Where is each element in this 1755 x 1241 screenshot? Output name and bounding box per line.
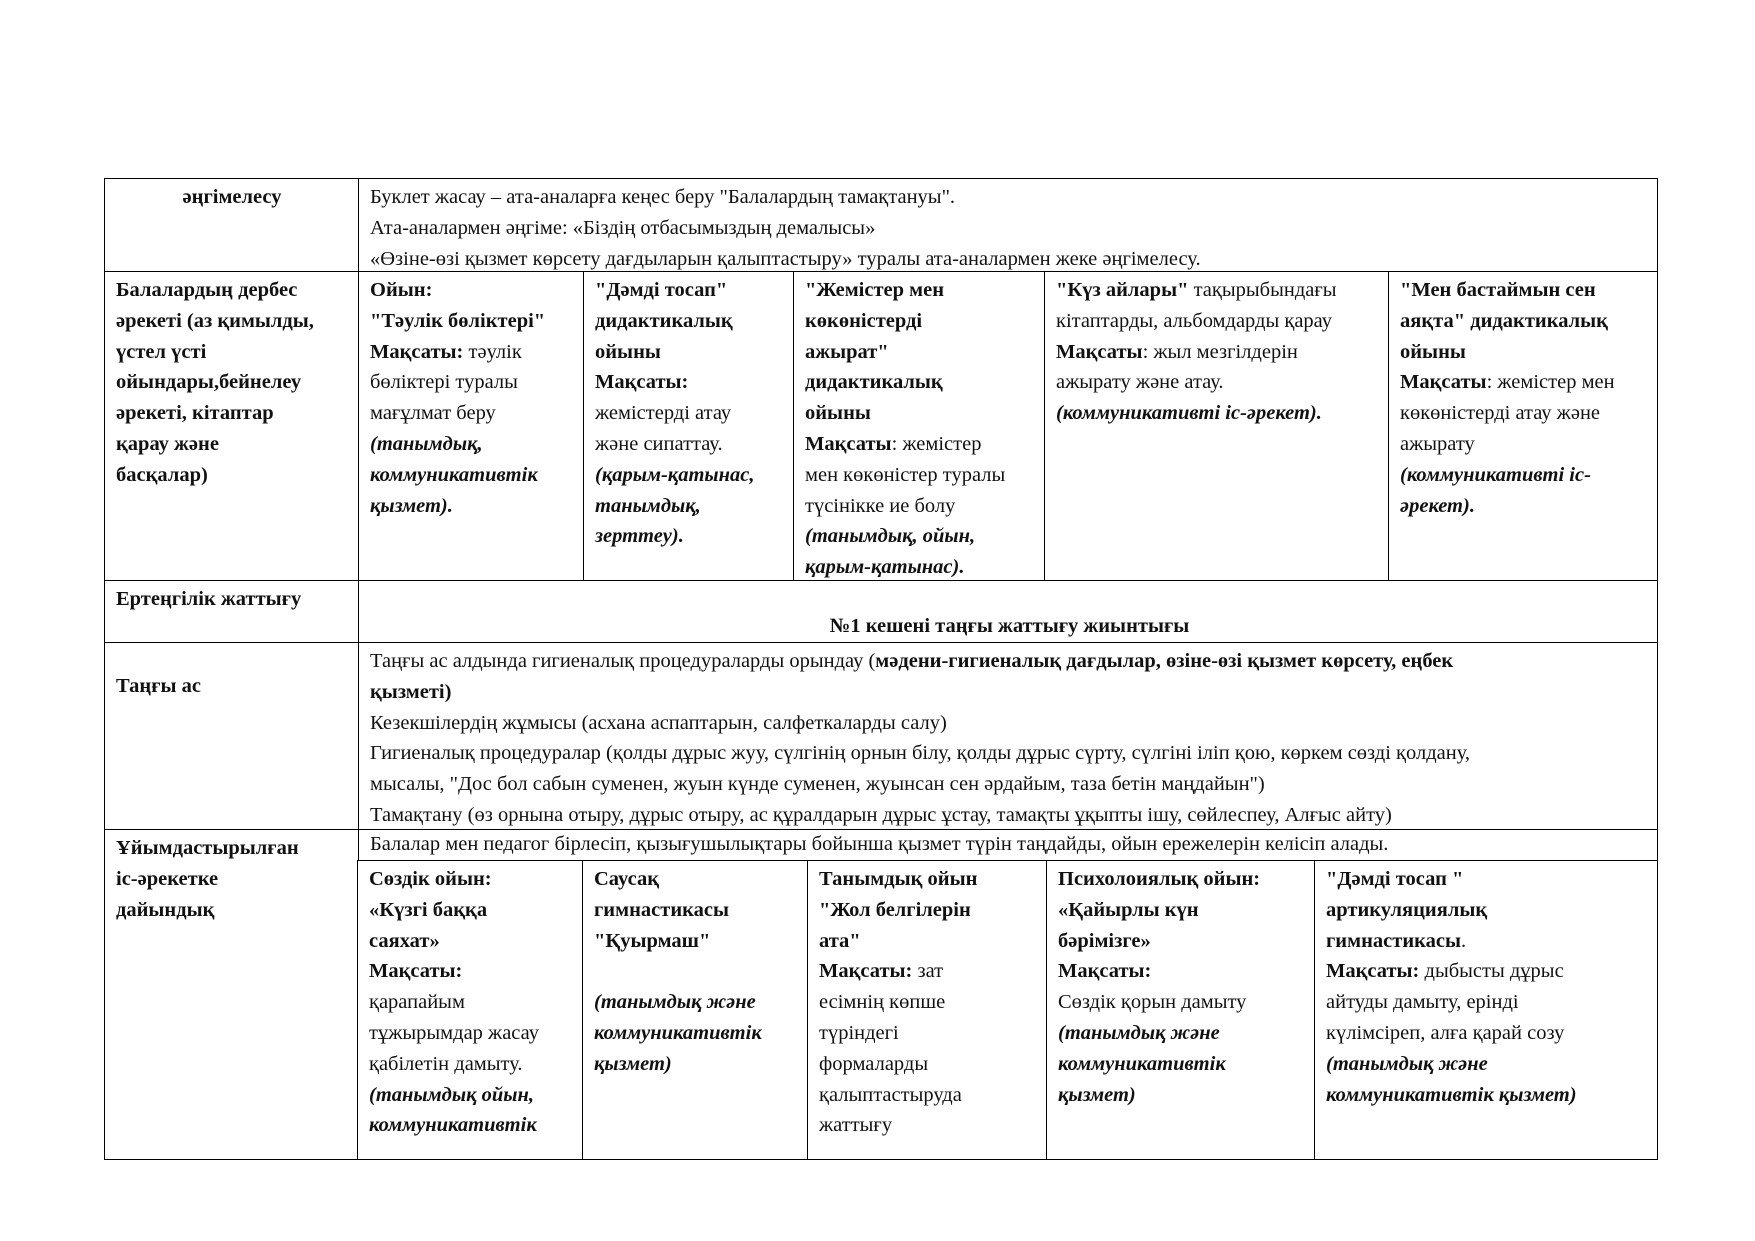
exercise-title: №1 кешені таңғы жаттығу жиынтығы [829,615,1190,637]
activity-cell [1314,860,1658,1159]
activity-type: коммуникативтік [369,1114,537,1137]
row-label-line: дайындық [116,898,215,921]
activity-type: (танымдық, ойын, [805,525,976,548]
activity-title: гимнастикасы [1326,929,1461,952]
activity-cell [582,860,807,1159]
row-label-line: ойындары,бейнелеу [116,371,302,394]
activity-title: Саусақ [594,868,660,890]
goal-text: Сөздік қорын дамыту [1058,991,1247,1014]
goal-text: қалыптастыруда [819,1083,962,1106]
activity-type: (танымдық және [1058,1021,1220,1044]
activity-cell [1044,271,1388,580]
activity-title: "Тәулік бөліктері" [370,309,546,332]
activity-cell [358,271,583,580]
activity-title: "Қуырмаш" [594,929,711,952]
activity-title: саяхат» [369,929,440,952]
goal-text: жаттығу [819,1114,893,1137]
table-border-bottom [104,1159,1658,1160]
goal-text: жемістерді атау [595,402,732,425]
row-label-text: Таңғы ас [116,675,202,697]
activity-type: (коммуникативті іс- [1400,463,1591,486]
activity-title: артикуляциялық [1326,898,1488,921]
goal-label: Мақсаты [1056,340,1143,363]
table-row-parents [104,178,1658,271]
activity-type: (танымдық және [594,991,756,1014]
row-label-line: қарау және [116,432,219,455]
activity-title: Ойын: [370,279,433,301]
goal-text: : жыл мезгілдерін [1142,340,1298,363]
activity-type: (танымдық, [370,432,483,455]
activity-type: танымдық, [595,494,701,517]
activity-type: (танымдық және [1326,1052,1488,1075]
activity-cell [1388,271,1659,580]
goal-text: бөліктері туралы [370,371,518,394]
table-row-independent [104,271,1658,580]
activity-title: тақырыбындағы [1188,279,1337,301]
activity-type: (коммуникативті іс-әрекет). [1056,402,1322,425]
parents-content [358,178,1659,271]
activity-cell [793,271,1044,580]
activity-type: қызмет) [1058,1083,1136,1106]
goal-text: және сипаттау. [595,432,723,455]
organized-intro [358,829,1659,860]
goal-text: ажырату және атау. [1056,371,1224,394]
goal-text: тәулік [463,340,522,363]
text-line: Буклет жасау – ата-аналарға кеңес беру "Балалардың тамақтануы". [370,186,956,208]
activity-title: "Мен бастаймын сен [1400,279,1596,301]
row-label-text: әңгімелесу [182,186,282,208]
goal-label: Мақсаты: [595,371,689,394]
table-row-breakfast [104,642,1658,829]
text-line: Балалар мен педагог бірлесіп, қызығушылықтары бойынша қызмет түрін таңдайды, ойын ережелерін келісіп алады. [370,833,1389,855]
row-label-text: Ертеңгілік жаттығу [116,588,302,610]
activity-type: зерттеу). [595,525,684,548]
activity-title: гимнастикасы [594,898,729,921]
activity-title: Психолоиялық ойын: [1058,868,1261,890]
activity-title: "Жол белгілерін [819,898,971,921]
activity-title: ата" [819,929,861,952]
text-line: Тамақтану (өз орнына отыру, дұрыс отыру, ас құралдарын дұрыс ұстау, тамақты ұқыпты ішу, сөйлеспеу, Алғыс айту) [370,803,1392,826]
activity-title: кітаптарды, альбомдарды қарау [1056,309,1332,332]
activity-title: "Дәмді тосап " [1326,868,1464,890]
row-label [105,829,358,1159]
goal-text: формаларды [819,1052,929,1075]
row-label-line: басқалар) [116,463,208,486]
text-line: мысалы, "Дос бол сабын суменен, жуын күнде суменен, жуынсан сен әрдайым, таза бетін маңдайын") [370,773,1265,796]
goal-text: қарапайым [369,991,465,1014]
goal-text: : жемістер мен [1486,371,1615,394]
goal-label: Мақсаты [805,432,892,455]
activity-type: коммуникативтік [594,1021,762,1044]
breakfast-content [358,642,1659,829]
activity-title: ойыны [805,402,871,425]
goal-label: Мақсаты: [370,340,464,363]
text-line-bold: мәдени-гигиеналық дағдылар, өзіне-өзі қызмет көрсету, еңбек [875,650,1454,672]
activity-type: әрекет). [1400,494,1475,517]
table-row-exercise [104,580,1658,642]
goal-text: есімнің көпше [819,991,946,1014]
goal-text: ажырату [1400,432,1475,455]
row-label [105,642,358,829]
activity-title: аяқта" дидактикалық [1400,309,1608,332]
row-label [105,580,358,642]
exercise-content [358,580,1659,642]
activity-title: ажырат" [805,340,889,363]
activity-type: (қарым-қатынас, [595,463,755,486]
goal-text: зат [912,960,944,983]
row-label-line: әрекеті (аз қимылды, [116,309,314,332]
activity-cell [583,271,793,580]
goal-text: күлімсіреп, алға қарай созу [1326,1021,1565,1044]
activity-title: ойыны [1400,340,1466,363]
goal-text: мен көкөністер туралы [805,463,1006,486]
activity-title: "Дәмді тосап" [595,279,728,301]
activity-title: «Күзгі баққа [369,898,488,921]
activity-cell [357,860,582,1159]
row-label [105,178,358,271]
activity-type: коммуникативтік қызмет) [1326,1083,1577,1106]
activity-type: қарым-қатынас). [805,556,965,579]
activity-type: коммуникативтік [370,463,538,486]
activity-title: . [1460,929,1467,952]
goal-text: : жемістер [891,432,982,455]
row-label-line: Ұйымдастырылған [116,837,299,859]
activity-title: "Күз айлары" [1056,279,1189,301]
goal-text: тұжырымдар жасау [369,1021,539,1044]
activity-title: бәрімізге» [1058,929,1151,952]
goal-text: түсінікке ие болу [805,494,956,517]
goal-text: көкөністерді атау және [1400,402,1601,425]
activity-title: «Қайырлы күн [1058,898,1199,921]
activity-title: дидактикалық [805,371,943,394]
text-line: Гигиеналық процедуралар (қолды дұрыс жуу, сүлгінің орнын білу, қолды дұрыс сүрту, сүлгіні іліп қою, көркем сөзді қолдану, [370,742,1471,765]
row-label [105,271,358,580]
activity-title: дидактикалық [595,309,733,332]
text-line: Таңғы ас алдында гигиеналық процедураларды орындау ( [370,650,876,672]
goal-text: түріндегі [819,1021,899,1044]
goal-text: мағұлмат беру [370,402,496,425]
activity-cell [1046,860,1314,1159]
goal-label: Мақсаты: [369,960,463,983]
text-line: Кезекшілердің жұмысы (асхана аспаптарын, салфеткаларды салу) [370,711,947,734]
activity-title: Танымдық ойын [819,868,978,890]
row-label-line: іс-әрекетке [116,867,219,890]
goal-text: қабілетін дамыту. [369,1052,523,1075]
activity-type: коммуникативтік [1058,1052,1226,1075]
text-line: «Өзіне-өзі қызмет көрсету дағдыларын қалыптастыру» туралы ата-аналармен жеке әңгімелесу. [370,247,1201,270]
row-label-line: әрекеті, кітаптар [116,402,274,425]
organized-activities [357,860,1658,1159]
activity-type: (танымдық ойын, [369,1083,534,1106]
row-label-line: Балалардың дербес [116,279,298,301]
text-line: Ата-аналармен әңгіме: «Біздің отбасымыздың демалысы» [370,216,876,239]
goal-text: айтуды дамыту, еріндi [1326,991,1519,1014]
activity-title: ойыны [595,340,661,363]
text-line-bold: қызметі) [370,680,452,703]
goal-label: Мақсаты: [1326,960,1420,983]
activity-type: қызмет) [594,1052,672,1075]
goal-label: Мақсаты [1400,371,1487,394]
goal-label: Мақсаты: [819,960,913,983]
activity-title: көкөністерді [805,309,923,332]
activity-title: Сөздік ойын: [369,868,492,890]
goal-label: Мақсаты: [1058,960,1152,983]
activity-title: "Жемістер мен [805,279,945,301]
activity-cell [807,860,1046,1159]
row-label-line: үстел үсті [116,340,207,363]
goal-text: дыбысты дұрыс [1419,960,1564,983]
activity-type: қызмет). [370,494,453,517]
